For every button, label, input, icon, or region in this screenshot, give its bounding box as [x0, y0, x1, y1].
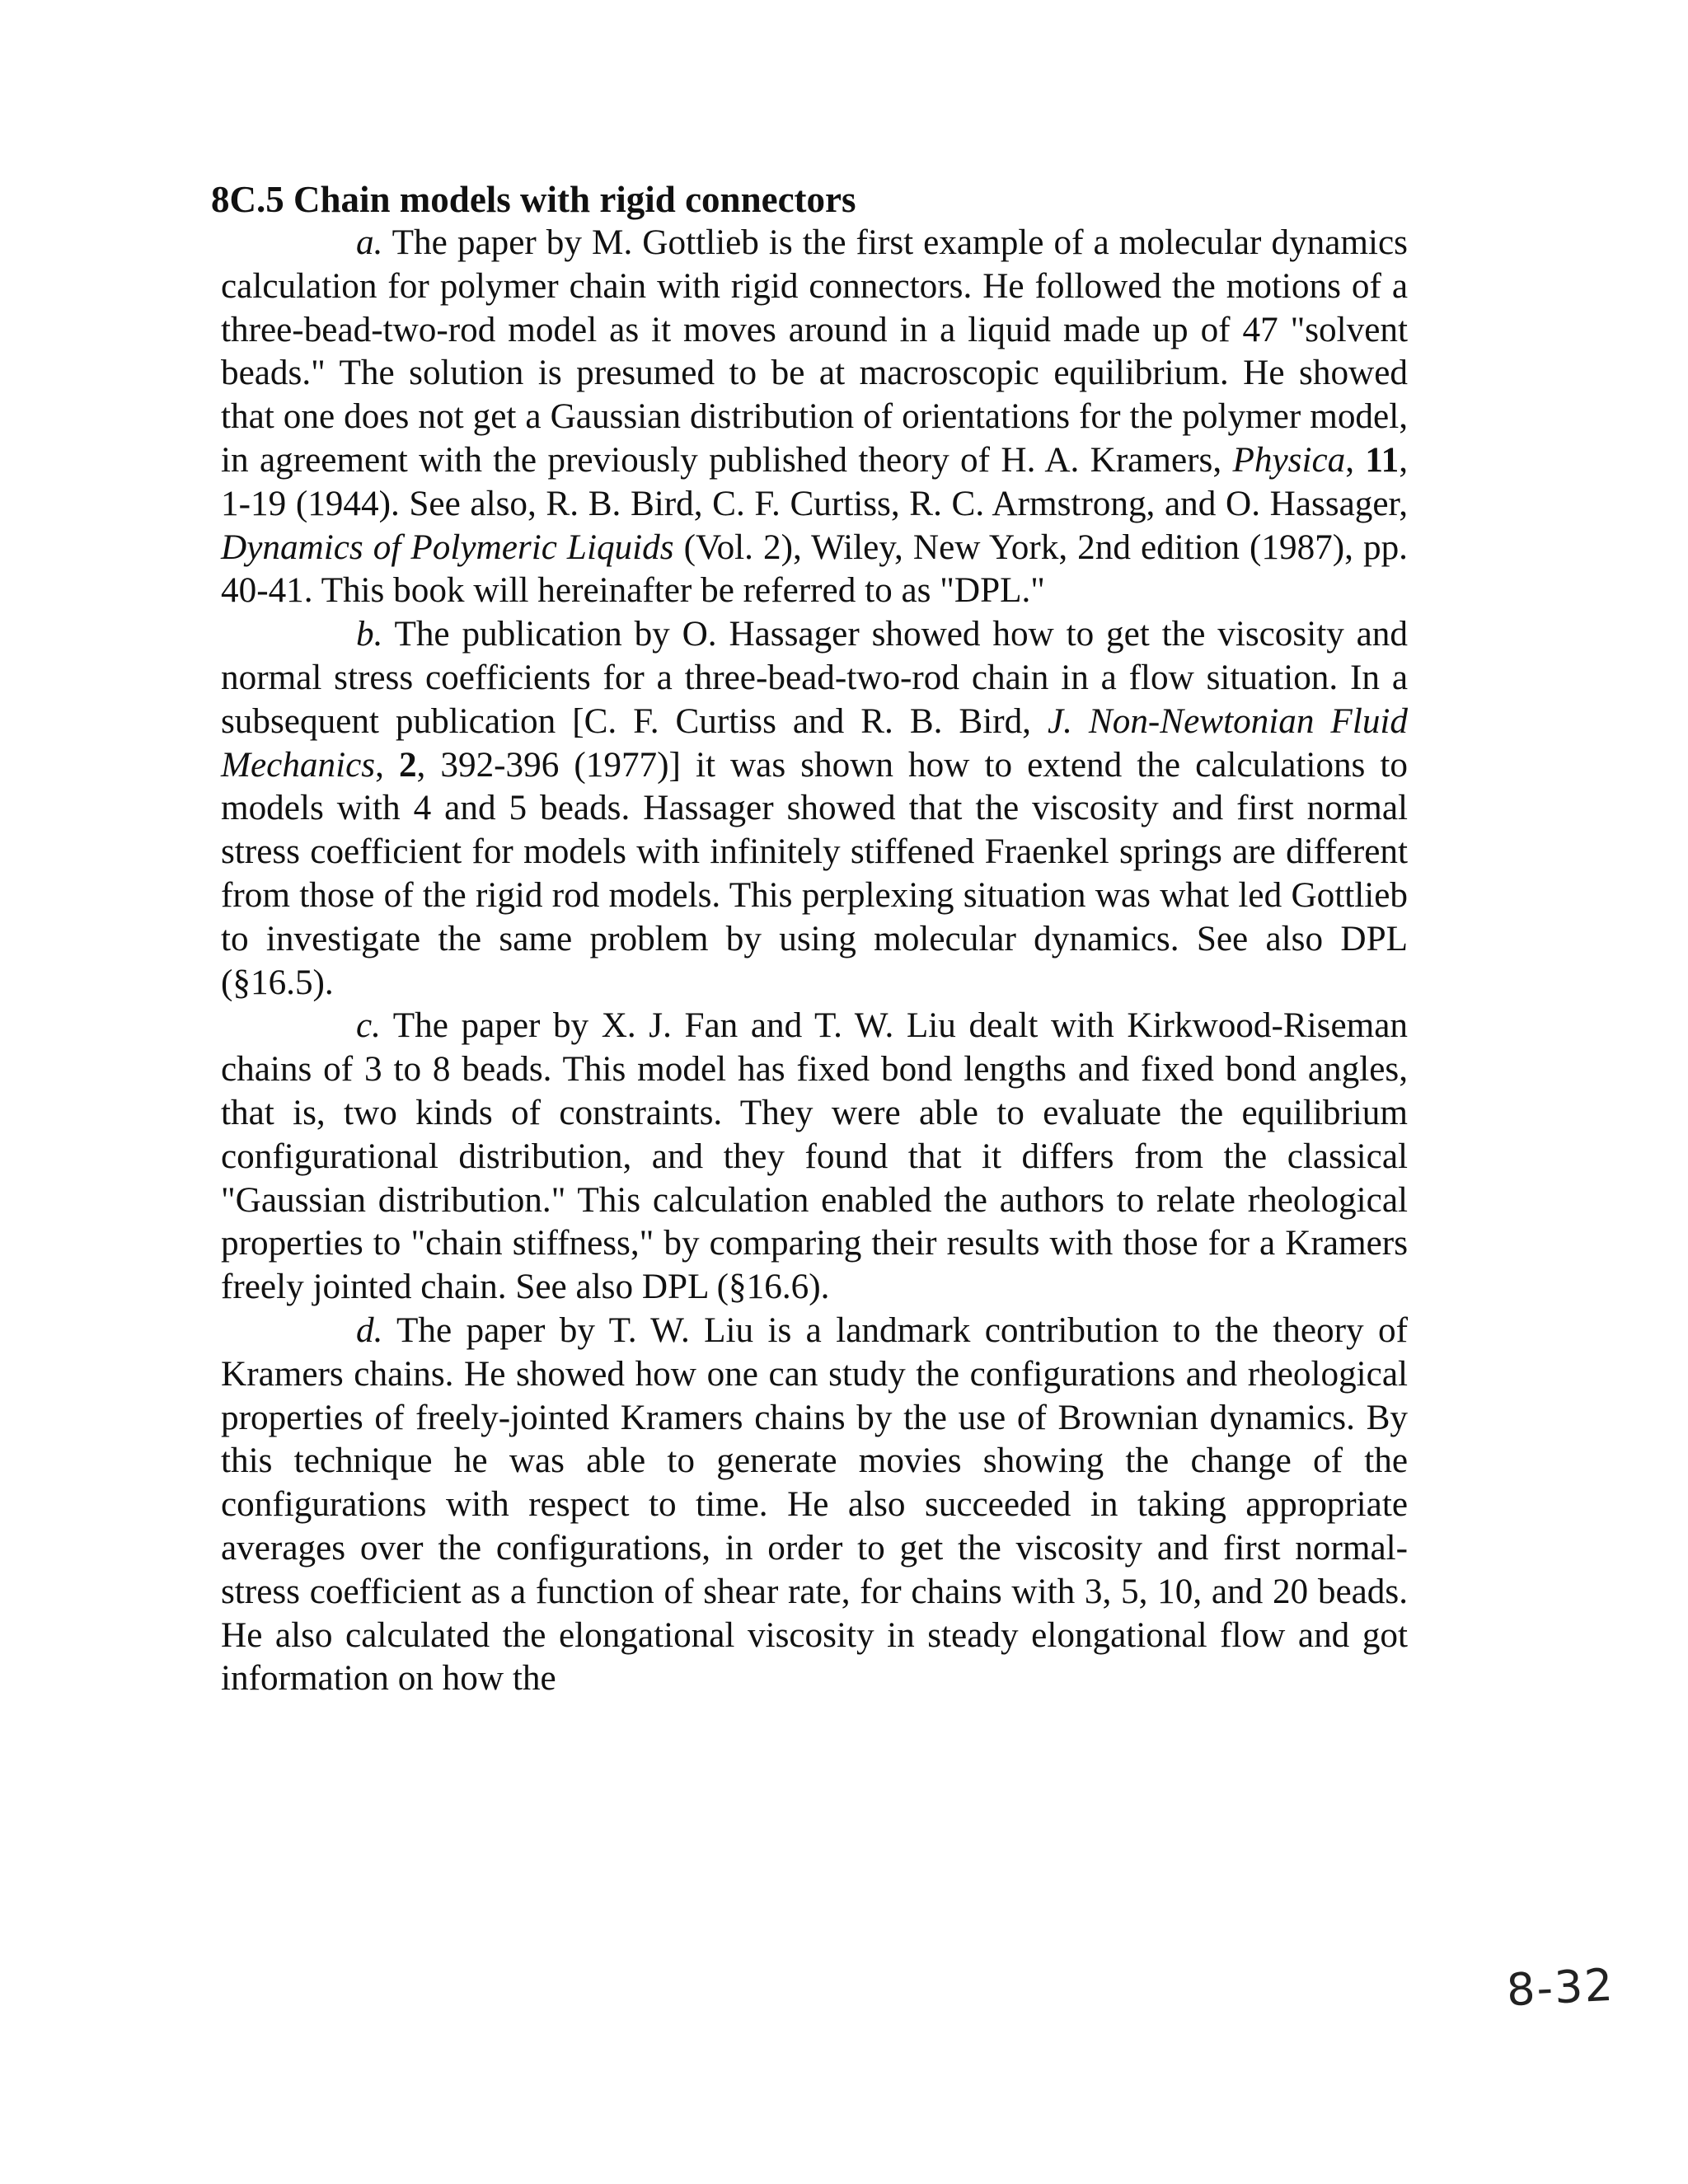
- paragraph-b-text-2: ,: [375, 745, 399, 785]
- paragraph-a-journal: Physica: [1232, 440, 1346, 480]
- section-heading: 8C.5 Chain models with rigid connectors: [211, 179, 856, 220]
- paragraph-c-label: c.: [356, 1006, 381, 1046]
- paragraph-a-label: a.: [356, 223, 383, 262]
- paragraph-b: [221, 613, 1408, 1005]
- paragraph-b-label: b.: [356, 615, 383, 654]
- paragraph-d-text: The paper by T. W. Liu is a landmark contribution to the theory of Kramers chains. He showed how one can study the configurations and rheological properties of freely-jointed Kramers chains by the use of Brownian dynamics. By this technique he was able to generate movies showing the change of the configurations with respect to time. He also succeeded in taking appropriate averages over the configurations, in order to get the viscosity and first normal-stress coefficient as a function of shear rate, for chains with 3, 5, 10, and 20 beads. He also calculated the elongational viscosity in steady elongational flow and got information on how the: [221, 1310, 1408, 1699]
- paragraph-a-book-title: Dynamics of Polymeric Liquids: [221, 527, 674, 567]
- paragraph-a-text-3: , 1-19 (1944). See also, R. B. Bird, C. F. Curtiss, R. C. Armstrong, and O. Hassager,: [221, 440, 1408, 523]
- paragraph-a-text-1: The paper by M. Gottlieb is the first example of a molecular dynamics calculation for polymer chain with rigid connectors. He followed the motions of a three-bead-two-rod model as it moves around in a liquid made up of 47 "solvent beads." The solution is presumed to be at macroscopic equilibrium. He showed that one does not get a Gaussian distribution of orientations for the polymer model, in agreement with the previously published theory of H. A. Kramers,: [221, 223, 1408, 480]
- paragraph-c-text: The paper by X. J. Fan and T. W. Liu dealt with Kirkwood-Riseman chains of 3 to 8 beads. This model has fixed bond lengths and fixed bond angles, that is, two kinds of constraints. They were able to evaluate the equilibrium configurational distribution, and they found that it differs from the classical "Gaussian distribution." This calculation enabled the authors to relate rheological properties to "chain stiffness," by comparing their results with those for a Kramers freely jointed chain. See also DPL (§16.6).: [221, 1006, 1408, 1307]
- paragraph-b-text-3: , 392-396 (1977)] it was shown how to extend the calculations to models with 4 and 5 beads. Hassager showed that the viscosity and first normal stress coefficient for models with infinitely stiffened Fraenkel springs are different from those of the rigid rod models. This perplexing situation was what led Gottlieb to investigate the same problem by using molecular dynamics. See also DPL (§16.5).: [221, 745, 1409, 1002]
- paragraph-c: [221, 1005, 1408, 1310]
- paragraph-a: [221, 222, 1408, 613]
- page-number: 8-32: [1505, 1958, 1616, 2017]
- paragraph-b-journal: J. Non-Newtonian Fluid Mechanics: [221, 701, 1408, 785]
- paragraph-a-volume: 11: [1365, 440, 1400, 480]
- paragraph-b-text-1: The publication by O. Hassager showed how to get the viscosity and normal stress coefficients for a three-bead-two-rod chain in a flow situation. In a subsequent publication [C. F. Curtiss and R. B. Bird,: [221, 615, 1408, 741]
- paragraph-b-volume: 2: [398, 745, 417, 785]
- page-body: [211, 177, 1409, 1701]
- paragraph-a-text-4: (Vol. 2), Wiley, New York, 2nd edition (1987), pp. 40-41. This book will hereinafter be referred to as "DPL.": [221, 527, 1408, 611]
- paragraph-d: [221, 1310, 1408, 1701]
- paragraph-d-label: d.: [356, 1310, 383, 1350]
- paragraph-a-text-2: ,: [1345, 440, 1366, 480]
